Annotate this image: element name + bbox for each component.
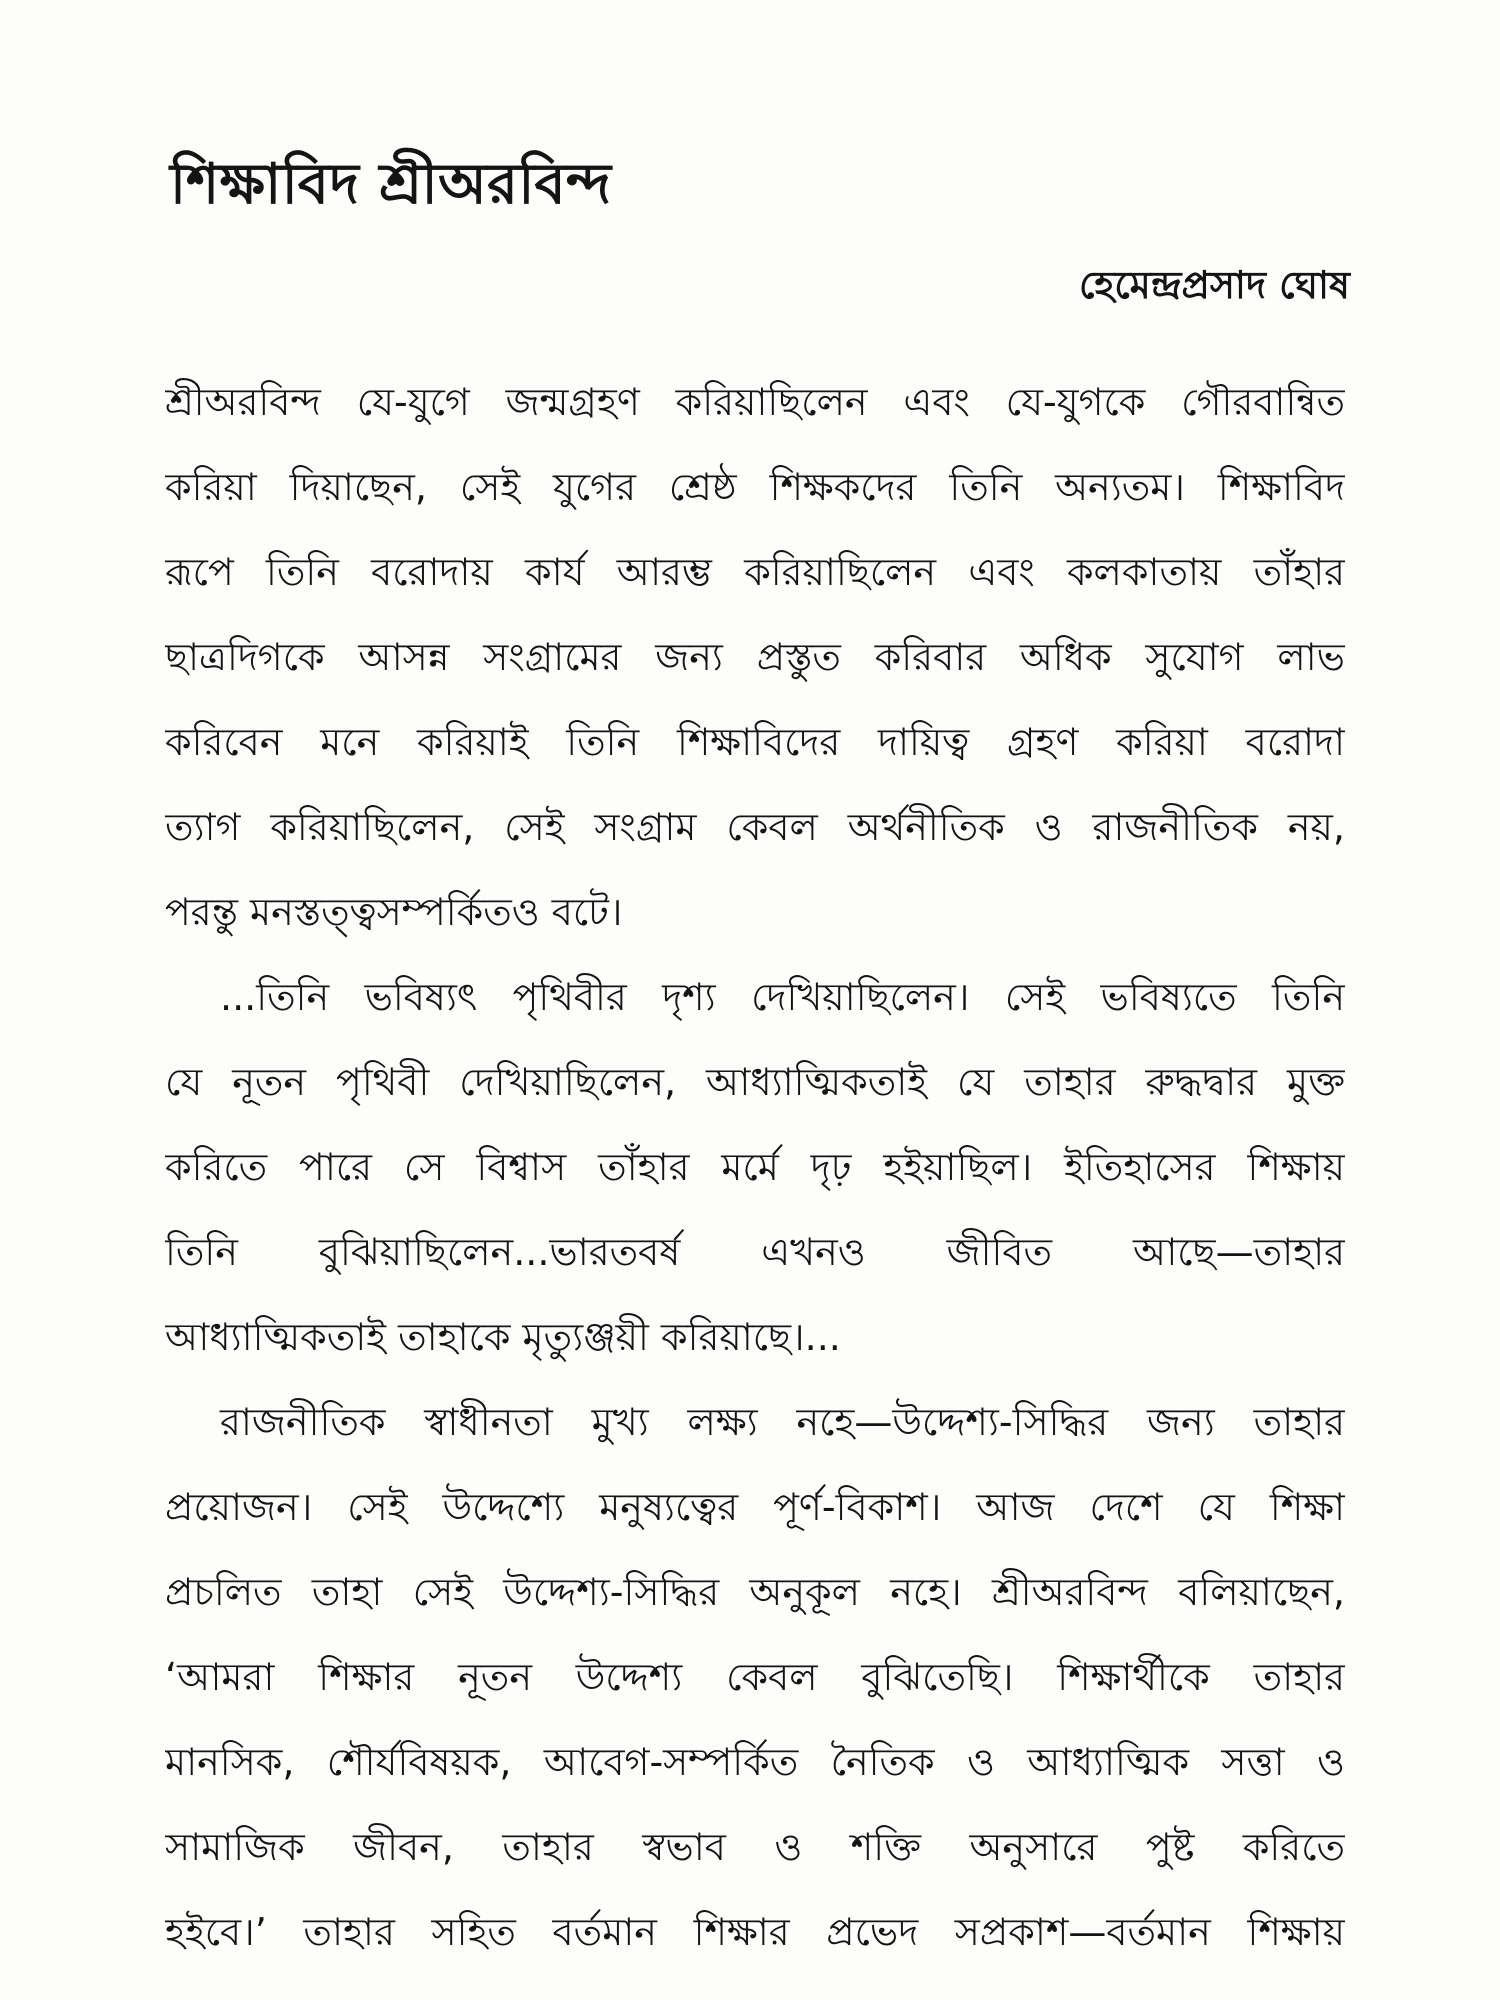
author-name: হেমেন্দ্রপ্রসাদ ঘোষ [1078, 263, 1350, 307]
text-line: ‘আমরা শিক্ষার নূতন উদ্দেশ্য কেবল বুঝিতেছি। শিক্ষার্থীকে তাহার [165, 1655, 1345, 1699]
text-line: সামাজিক জীবন, তাহার স্বভাব ও শক্তি অনুসারে পুষ্ট করিতে [165, 1825, 1345, 1869]
text-line: করিবেন মনে করিয়াই তিনি শিক্ষাবিদের দায়িত্ব গ্রহণ করিয়া বরোদা [165, 720, 1345, 764]
text-line: যে নূতন পৃথিবী দেখিয়াছিলেন, আধ্যাত্মিকতাই যে তাহার রুদ্ধদ্বার মুক্ত [165, 1060, 1345, 1104]
text-line: হইবে।’ তাহার সহিত বর্তমান শিক্ষার প্রভেদ সপ্রকাশ—বর্তমান শিক্ষায় [165, 1910, 1345, 1954]
text-line: রাজনীতিক স্বাধীনতা মুখ্য লক্ষ্য নহে—উদ্দেশ্য-সিদ্ধির জন্য তাহার [220, 1400, 1345, 1444]
text-line: ...তিনি ভবিষ্যৎ পৃথিবীর দৃশ্য দেখিয়াছিলেন। সেই ভবিষ্যতে তিনি [220, 975, 1345, 1019]
text-line: তিনি বুঝিয়াছিলেন...ভারতবর্ষ এখনও জীবিত আছে—তাহার [165, 1230, 1345, 1274]
text-line: রূপে তিনি বরোদায় কার্য আরম্ভ করিয়াছিলেন এবং কলকাতায় তাঁহার [165, 550, 1345, 594]
text-line: ত্যাগ করিয়াছিলেন, সেই সংগ্রাম কেবল অর্থনীতিক ও রাজনীতিক নয়, [165, 805, 1345, 849]
text-line: করিয়া দিয়াছেন, সেই যুগের শ্রেষ্ঠ শিক্ষকদের তিনি অন্যতম। শিক্ষাবিদ [165, 465, 1345, 509]
text-line: প্রয়োজন। সেই উদ্দেশ্যে মনুষ্যত্বের পূর্ণ-বিকাশ। আজ দেশে যে শিক্ষা [165, 1485, 1345, 1529]
text-line: পরন্তু মনস্তত্ত্বসম্পর্কিতও বটে। [165, 890, 623, 934]
text-line: ছাত্রদিগকে আসন্ন সংগ্রামের জন্য প্রস্তুত করিবার অধিক সুযোগ লাভ [165, 635, 1345, 679]
text-line: মানসিক, শৌর্যবিষয়ক, আবেগ-সম্পর্কিত নৈতিক ও আধ্যাত্মিক সত্তা ও [165, 1740, 1345, 1784]
text-line: আধ্যাত্মিকতাই তাহাকে মৃত্যুঞ্জয়ী করিয়াছে।... [165, 1315, 841, 1359]
text-line: শ্রীঅরবিন্দ যে-যুগে জন্মগ্রহণ করিয়াছিলেন এবং যে-যুগকে গৌরবান্বিত [165, 380, 1345, 424]
article-title: শিক্ষাবিদ শ্রীঅরবিন্দ [170, 152, 612, 217]
text-line: করিতে পারে সে বিশ্বাস তাঁহার মর্মে দৃঢ় হইয়াছিল। ইতিহাসের শিক্ষায় [165, 1145, 1345, 1189]
text-line: প্রচলিত তাহা সেই উদ্দেশ্য-সিদ্ধির অনুকূল নহে। শ্রীঅরবিন্দ বলিয়াছেন, [165, 1570, 1345, 1614]
article-body [165, 360, 1345, 1975]
